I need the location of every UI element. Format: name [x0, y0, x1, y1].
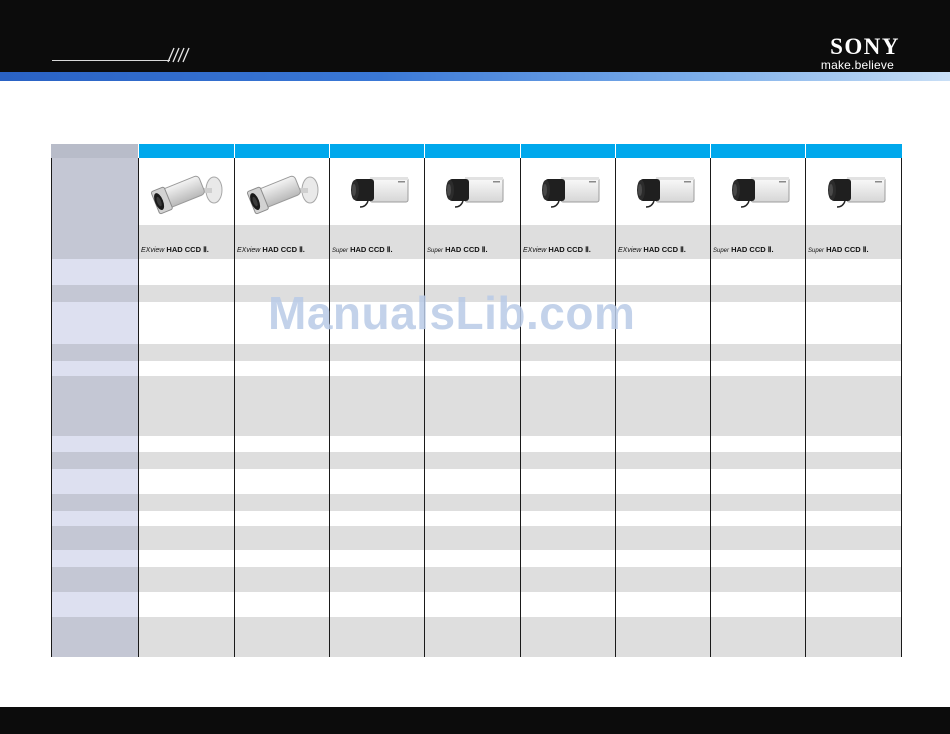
column-header: [425, 144, 520, 158]
row-label-cell: [51, 225, 138, 259]
row-label-cell: [51, 344, 138, 361]
sensor-type-label: [141, 245, 209, 254]
box-camera-icon: [729, 174, 791, 215]
column-header: [806, 144, 902, 158]
row-label-cell: [51, 259, 138, 285]
column-divider: [615, 158, 616, 657]
row-label-cell: [51, 158, 138, 226]
sensor-prefix: EXview: [618, 247, 642, 254]
sensor-type-label: [427, 245, 488, 254]
sensor-generation: Ⅱ.: [386, 245, 393, 254]
column-divider: [710, 158, 711, 657]
column-header: [139, 144, 234, 158]
bullet-camera-icon: [148, 168, 228, 223]
sensor-generation: Ⅱ.: [585, 245, 591, 254]
sensor-type-label: [618, 245, 686, 254]
header-bar: [0, 0, 950, 72]
row-label-cell: [51, 436, 138, 452]
column-header: [521, 144, 615, 158]
sensor-name: HAD CCD: [348, 245, 387, 254]
sensor-generation: Ⅱ.: [481, 245, 488, 254]
column-divider: [805, 158, 806, 657]
sensor-name: HAD CCD: [824, 245, 863, 254]
box-camera-icon: [634, 174, 696, 215]
row-label-cell: [51, 567, 138, 592]
row-label-cell: [51, 469, 138, 494]
brand-tagline: make.believe: [820, 58, 894, 72]
row-label-cell: [51, 592, 138, 617]
table-right-border: [901, 158, 902, 657]
sensor-name: HAD CCD: [729, 245, 768, 254]
row-label-cell: [51, 550, 138, 567]
sensor-name: HAD CCD: [546, 245, 586, 254]
column-divider: [329, 158, 330, 657]
table-corner: [51, 144, 138, 158]
sensor-prefix: EXview: [141, 247, 165, 254]
sensor-generation: Ⅱ.: [203, 245, 209, 254]
footer-bar: [0, 707, 950, 734]
sensor-prefix: Super: [713, 248, 730, 254]
column-divider: [520, 158, 521, 657]
header-rule: [52, 60, 170, 61]
sensor-generation: Ⅱ.: [862, 245, 869, 254]
column-divider: [424, 158, 425, 657]
sensor-name: HAD CCD: [164, 245, 204, 254]
sensor-type-label: [332, 245, 393, 254]
header-accent-band: [0, 72, 950, 81]
row-label-cell: [51, 361, 138, 376]
row-label-cell: [51, 452, 138, 469]
sensor-prefix: Super: [427, 248, 444, 254]
row-label-cell: [51, 302, 138, 344]
column-header: [330, 144, 424, 158]
box-camera-icon: [539, 174, 601, 215]
sensor-generation: Ⅱ.: [767, 245, 774, 254]
watermark: ManualsLib.com: [268, 287, 636, 339]
column-header: [235, 144, 329, 158]
sensor-prefix: EXview: [237, 247, 261, 254]
sensor-type-label: [237, 245, 305, 254]
table-left-border: [51, 158, 52, 657]
sensor-prefix: Super: [332, 248, 349, 254]
box-camera-icon: [348, 174, 410, 215]
brand-logo: SONY: [830, 34, 900, 59]
row-label-cell: [51, 617, 138, 657]
sensor-generation: Ⅱ.: [680, 245, 686, 254]
sensor-name: HAD CCD: [260, 245, 300, 254]
sensor-prefix: EXview: [523, 247, 547, 254]
bullet-camera-icon: [244, 168, 324, 223]
slash-mark-icon: [164, 47, 196, 63]
sensor-type-label: [713, 245, 774, 254]
sensor-generation: Ⅱ.: [299, 245, 305, 254]
sensor-type-label: [523, 245, 591, 254]
row-label-cell: [51, 376, 138, 436]
box-camera-icon: [825, 174, 887, 215]
spec-table: [51, 144, 902, 657]
column-divider: [138, 158, 139, 657]
row-label-cell: [51, 285, 138, 302]
sensor-prefix: Super: [808, 248, 825, 254]
column-divider: [234, 158, 235, 657]
row-label-cell: [51, 526, 138, 550]
sensor-name: HAD CCD: [641, 245, 681, 254]
column-header: [711, 144, 805, 158]
sensor-type-label: [808, 245, 869, 254]
sensor-name: HAD CCD: [443, 245, 482, 254]
column-header: [616, 144, 710, 158]
row-label-cell: [51, 494, 138, 511]
box-camera-icon: [443, 174, 505, 215]
row-label-cell: [51, 511, 138, 526]
